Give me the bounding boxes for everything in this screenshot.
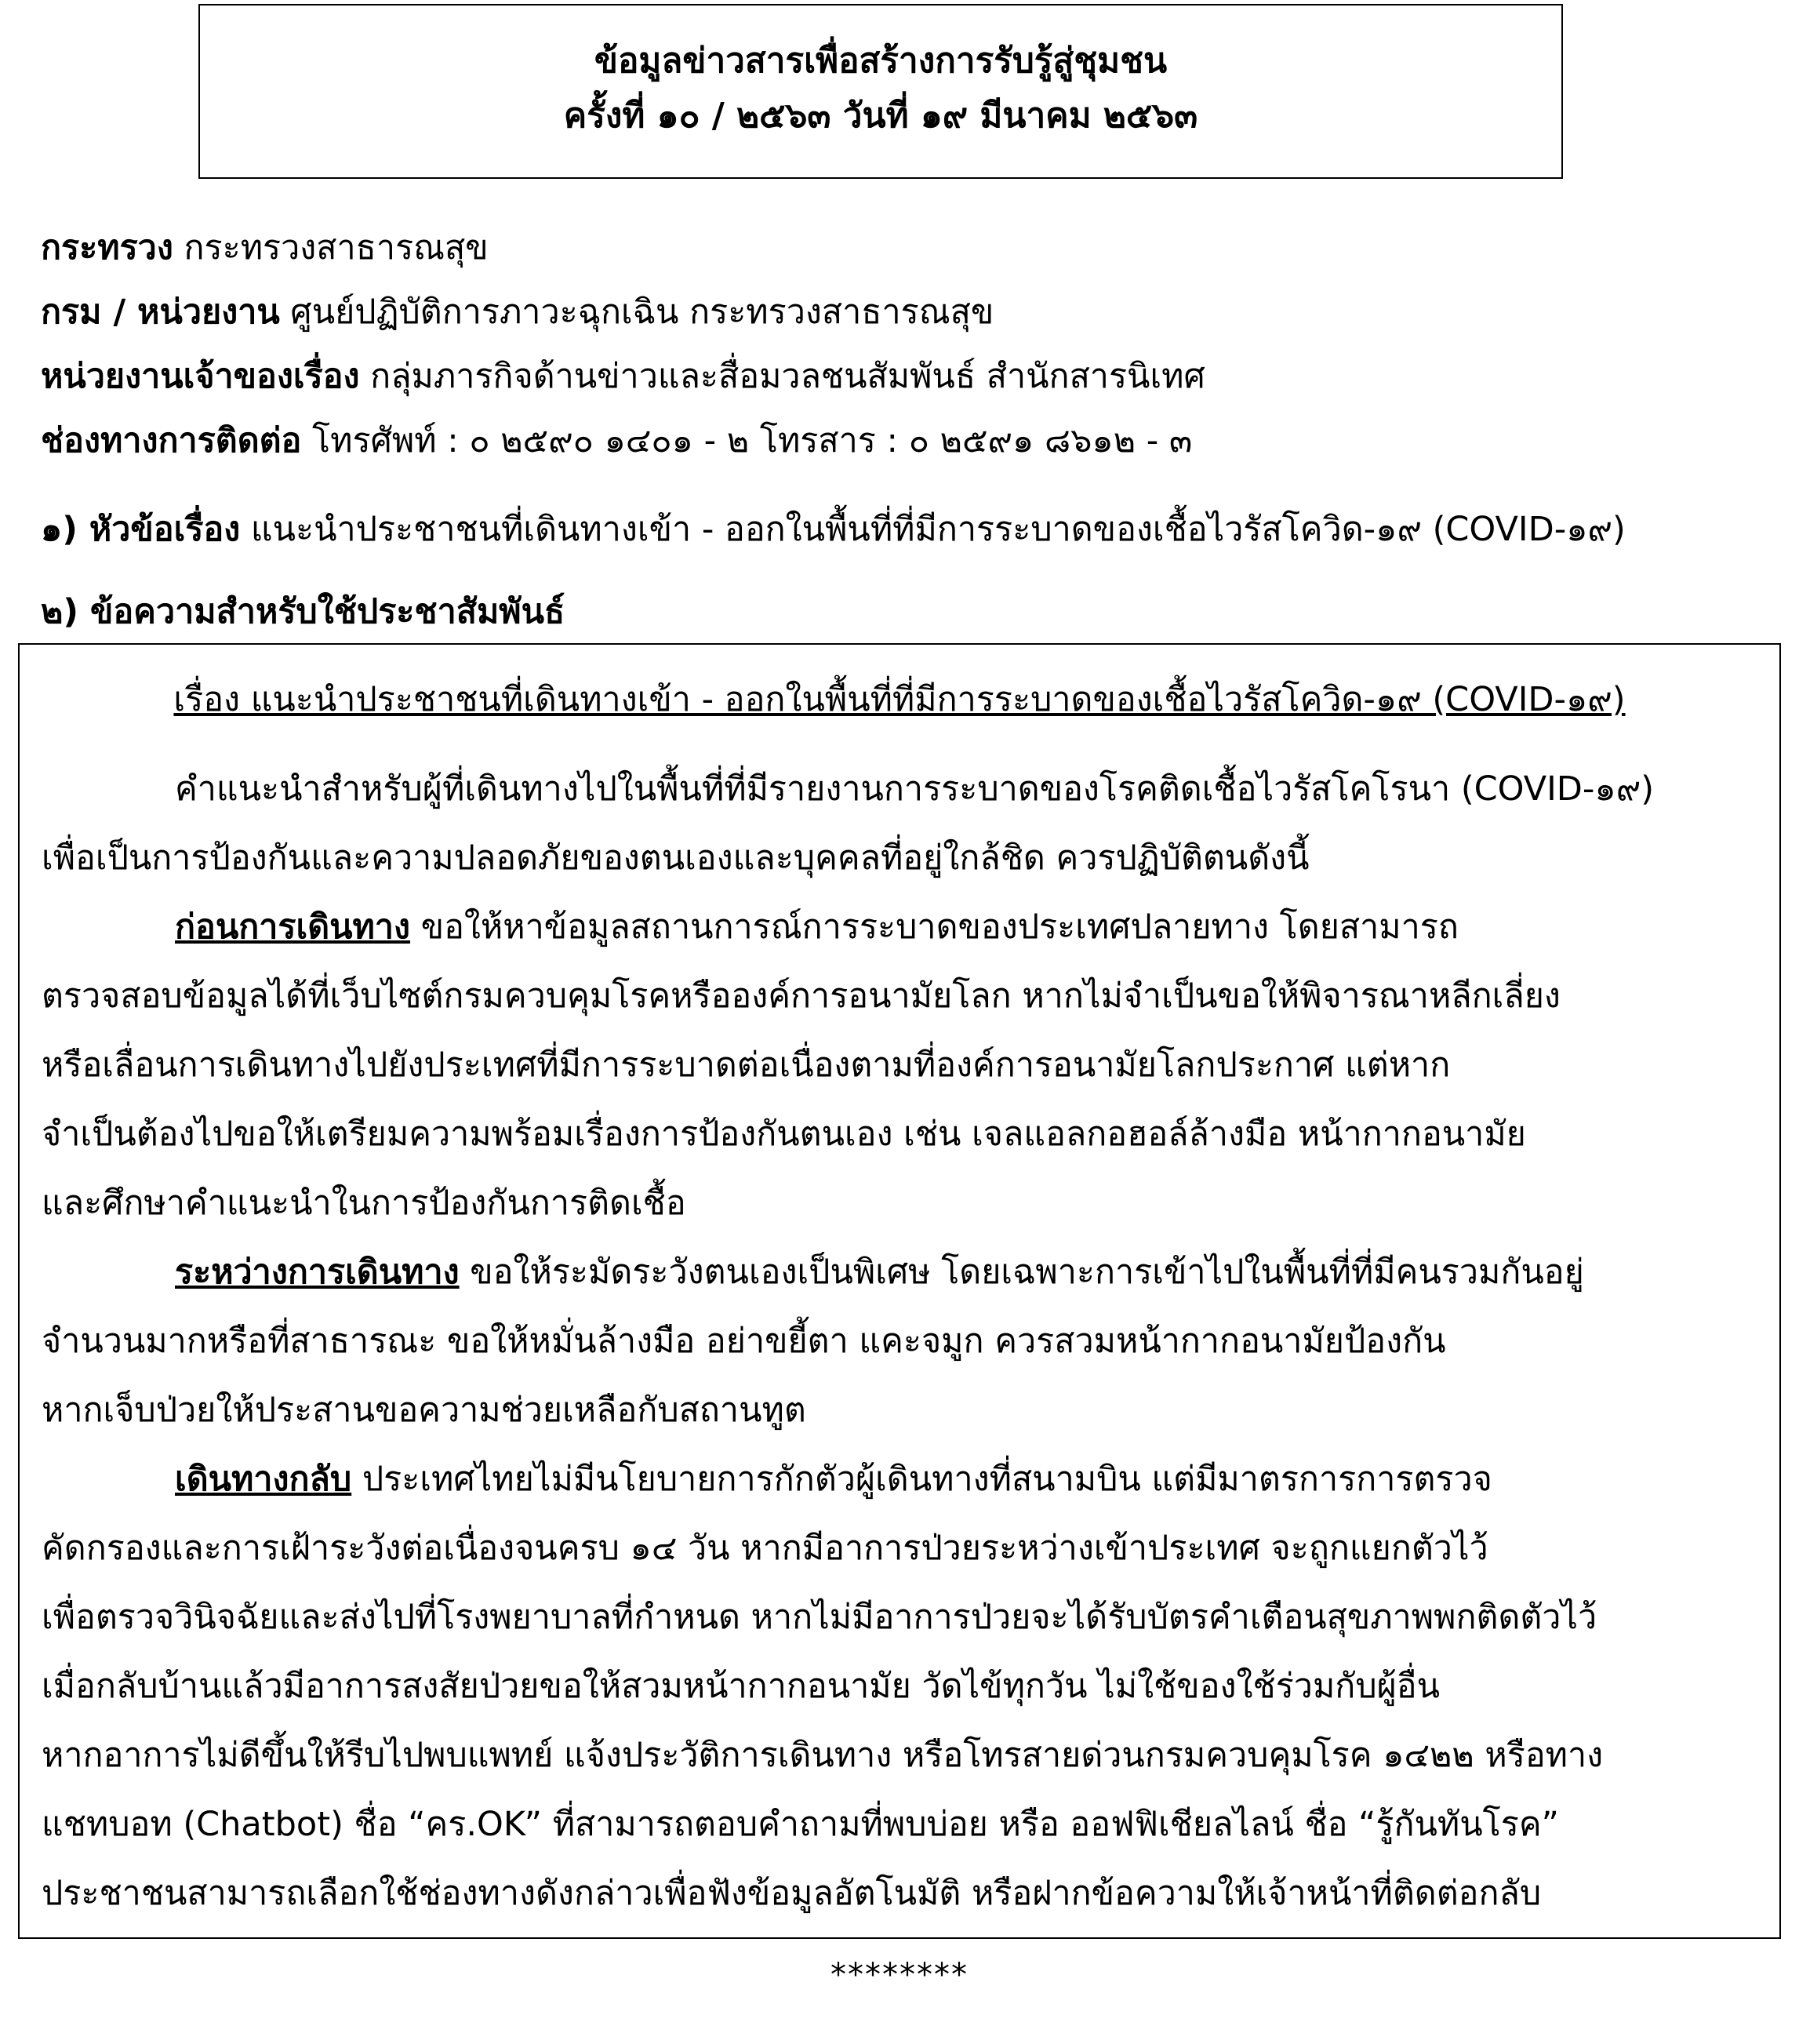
paragraph-text: ขอให้หาข้อมูลสถานการณ์การระบาดของประเทศปลายทาง โดยสามารถ [410, 907, 1459, 947]
paragraph-line: เมื่อกลับบ้านแล้วมีอาการสงสัยป่วยขอให้สวมหน้ากากอนามัย วัดไข้ทุกวัน ไม่ใช้ของใช้ร่วมกับผู้อื่น [42, 1667, 1441, 1706]
paragraph-text: ประเทศไทยไม่มีนโยบายการกักตัวผู้เดินทางที่สนามบิน แต่มีมาตรการการตรวจ [351, 1460, 1492, 1499]
paragraph-line: และศึกษาคำแนะนำในการป้องกันการติดเชื้อ [42, 1184, 686, 1223]
subject-row [41, 506, 1626, 553]
paragraph-line: เพื่อตรวจวินิจฉัยและส่งไปที่โรงพยาบาลที่กำหนด หากไม่มีอาการป่วยจะได้รับบัตรคำเตือนสุขภาพพกติดตัวไว้ [42, 1598, 1597, 1637]
paragraph-line: แชทบอท (Chatbot) ชื่อ “คร.OK” ที่สามารถตอบคำถามที่พบบ่อย หรือ ออฟฟิเชียลไลน์ ชื่อ “รู้กันทันโรค” [42, 1805, 1559, 1844]
paragraph-line: หากอาการไม่ดีขึ้นให้รีบไปพบแพทย์ แจ้งประวัติการเดินทาง หรือโทรสายด่วนกรมควบคุมโรค ๑๔๒๒ หรือทาง [42, 1736, 1604, 1775]
document-title: ข้อมูลข่าวสารเพื่อสร้างการรับรู้สู่ชุมชน [594, 41, 1168, 81]
document-meta [41, 216, 1766, 473]
paragraph-line: คัดกรองและการเฝ้าระวังต่อเนื่องจนครบ ๑๔ วัน หากมีอาการป่วยระหว่างเข้าประเทศ จะถูกแยกตัวไว้ [42, 1529, 1488, 1568]
contact-value: โทรศัพท์ : ๐ ๒๕๙๐ ๑๔๐๑ - ๒ โทรสาร : ๐ ๒๕๙๑ ๘๖๑๒ - ๓ [301, 421, 1193, 460]
subject-label: ๑) หัวข้อเรื่อง [41, 510, 241, 549]
contact-label: ช่องทางการติดต่อ [41, 421, 302, 460]
paragraph-line: เพื่อเป็นการป้องกันและความปลอดภัยของตนเองและบุคคลที่อยู่ใกล้ชิด ควรปฏิบัติตนดังนี้ [42, 838, 1310, 878]
department-value: ศูนย์ปฏิบัติการภาวะฉุกเฉิน กระทรวงสาธารณสุข [279, 293, 994, 332]
owner-label: หน่วยงานเจ้าของเรื่อง [41, 357, 360, 396]
return-travel-heading: เดินทางกลับ [175, 1460, 352, 1499]
department-label: กรม / หน่วยงาน [41, 293, 280, 332]
paragraph-line: ประชาชนสามารถเลือกใช้ช่องทางดังกล่าวเพื่อฟังข้อมูลอัตโนมัติ หรือฝากข้อความให้เจ้าหน้าที่ติดต่อกลับ [42, 1874, 1542, 1913]
department-row [41, 280, 1766, 344]
paragraph-line [42, 1238, 1759, 1307]
paragraph-line: หากเจ็บป่วยให้ประสานขอความช่วยเหลือกับสถานทูต [42, 1391, 806, 1430]
before-travel-paragraph [42, 893, 1759, 1238]
ministry-label: กระทรวง [41, 228, 173, 267]
document-title-box [198, 4, 1563, 179]
intro-paragraph [42, 755, 1759, 893]
ministry-value: กระทรวงสาธารณสุข [173, 228, 489, 267]
paragraph-line: หรือเลื่อนการเดินทางไปยังประเทศที่มีการระบาดต่อเนื่องตามที่องค์การอนามัยโลกประกาศ แต่หาก [42, 1046, 1451, 1085]
during-travel-paragraph [42, 1238, 1759, 1445]
during-travel-heading: ระหว่างการเดินทาง [175, 1253, 460, 1292]
subject-value: แนะนำประชาชนที่เดินทางเข้า - ออกในพื้นที่ที่มีการระบาดของเชื้อไวรัสโควิด-๑๙ (COVID-๑๙) [240, 510, 1626, 549]
end-marker: ******** [830, 1957, 969, 1993]
pr-message-box [18, 643, 1781, 1939]
paragraph-line: จำเป็นต้องไปขอให้เตรียมความพร้อมเรื่องการป้องกันตนเอง เช่น เจลแอลกอฮอล์ล้างมือ หน้ากากอนามัย [42, 1115, 1526, 1154]
paragraph-line: จำนวนมากหรือที่สาธารณะ ขอให้หมั่นล้างมือ อย่าขยี้ตา แคะจมูก ควรสวมหน้ากากอนามัยป้องกัน [42, 1322, 1446, 1361]
owner-value: กลุ่มภารกิจด้านข่าวและสื่อมวลชนสัมพันธ์ สำนักสารนิเทศ [359, 357, 1205, 396]
paragraph-line: คำแนะนำสำหรับผู้ที่เดินทางไปในพื้นที่ที่มีรายงานการระบาดของโรคติดเชื้อไวรัสโคโรนา (COVID-๑๙) [175, 769, 1654, 809]
owner-row [41, 344, 1766, 409]
contact-row [41, 409, 1766, 473]
issue-date-line: ครั้งที่ ๑๐ / ๒๕๖๓ วันที่ ๑๙ มีนาคม ๒๕๖๓ [563, 96, 1198, 136]
before-travel-heading: ก่อนการเดินทาง [175, 907, 411, 947]
message-title: เรื่อง แนะนำประชาชนที่เดินทางเข้า - ออกในพื้นที่ที่มีการระบาดของเชื้อไวรัสโควิด-๑๙ (COVID-๑๙) [173, 680, 1626, 719]
paragraph-line: ตรวจสอบข้อมูลได้ที่เว็บไซต์กรมควบคุมโรคหรือองค์การอนามัยโลก หากไม่จำเป็นขอให้พิจารณาหลีกเลี่ยง [42, 977, 1561, 1016]
return-travel-paragraph [42, 1445, 1759, 1928]
paragraph-line [42, 893, 1759, 962]
ministry-row [41, 216, 1766, 280]
pr-message-label: ๒) ข้อความสำหรับใช้ประชาสัมพันธ์ [41, 592, 565, 631]
pr-message-row [41, 588, 565, 635]
paragraph-line [42, 1445, 1759, 1514]
paragraph-text: ขอให้ระมัดระวังตนเองเป็นพิเศษ โดยเฉพาะการเข้าไปในพื้นที่ที่มีคนรวมกันอยู่ [459, 1253, 1584, 1292]
